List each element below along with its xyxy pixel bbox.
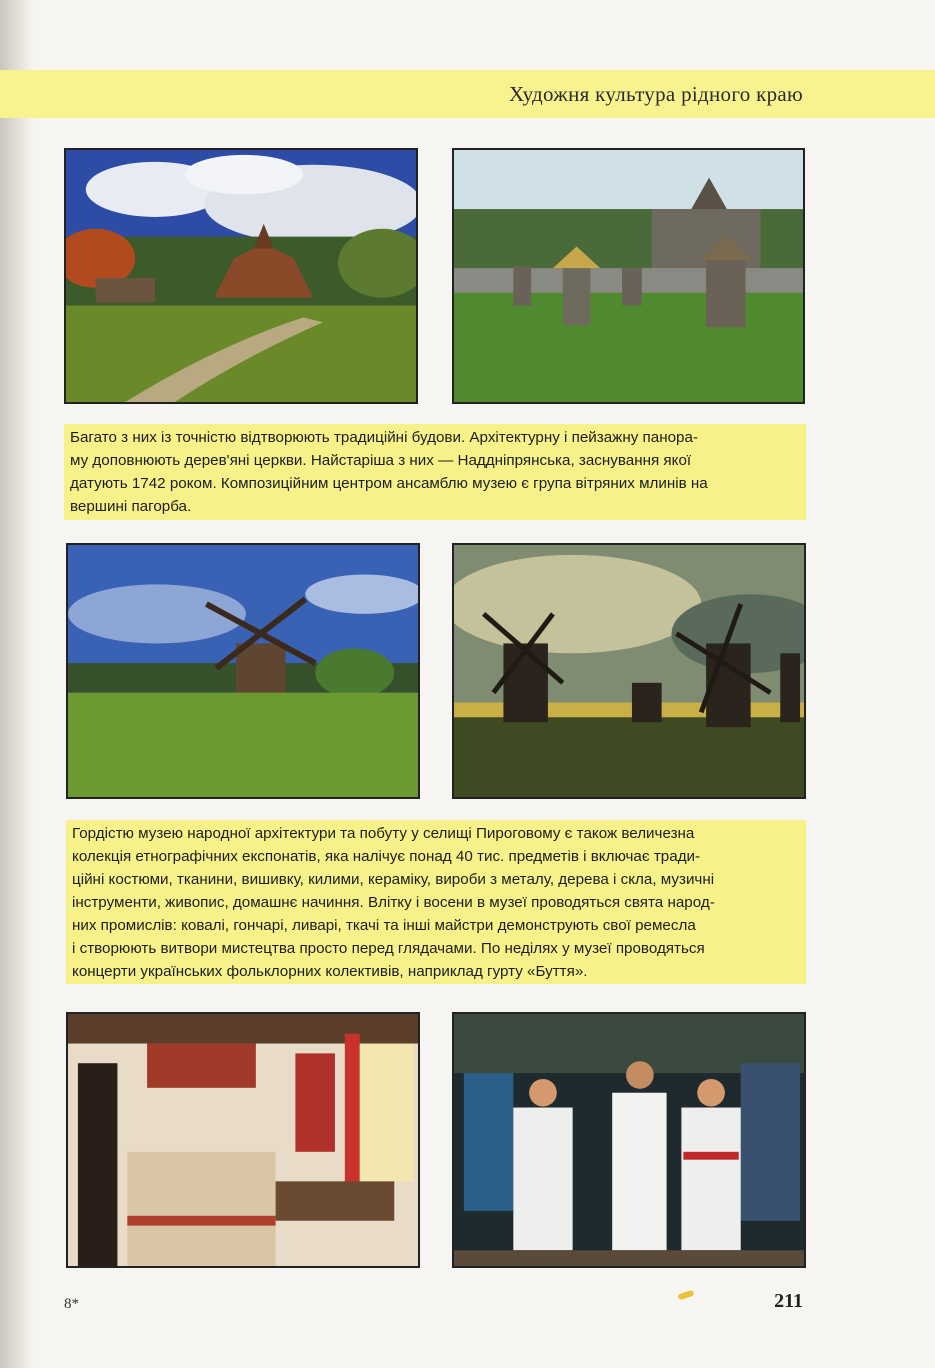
paragraph-museum-collection [66, 820, 806, 984]
paragraph-museum-buildings [64, 424, 806, 520]
text-line: му доповнюють дерев'яні церкви. Найстаріша з них — Наддніпрянська, заснування якої [70, 452, 692, 469]
text-line: Гордістю музею народної архітектури та побуту у селищі Пироговому є також величезна [72, 825, 695, 842]
decorative-mark [677, 1290, 694, 1301]
page-number: 211 [774, 1290, 803, 1312]
text-line: колекція етнографічних експонатів, яка налічує понад 40 тис. предметів і включає тради- [72, 848, 701, 865]
text-line: датують 1742 роком. Композиційним центром ансамблю музею є група вітряних млинів на [70, 475, 708, 492]
text-line: інструменти, живопис, домашнє начиння. Влітку і восени в музеї проводяться свята народ- [72, 894, 715, 911]
text-line: і створюють витвори мистецтва просто перед глядачами. По неділях у музеї проводяться [72, 940, 705, 957]
text-line: них промислів: ковалі, гончарі, ливарі, ткачі та інші майстри демонструють свої ремесла [72, 917, 696, 934]
text-line: концерти українських фольклорних колективів, наприклад гурту «Буття». [72, 963, 588, 980]
text-line: Багато з них із точністю відтворюють традиційні будови. Архітектурну і пейзажну панора- [70, 429, 699, 446]
text-line: ційні костюми, тканини, вишивку, килими, кераміку, вироби з металу, дерева і скла, музичні [72, 871, 715, 888]
text-line: вершині пагорба. [70, 498, 192, 515]
photo-windmills-sunset [452, 543, 806, 799]
running-header-title: Художня культура рідного краю [508, 82, 803, 106]
book-spine-shadow [0, 0, 34, 1368]
photo-windmill-field [66, 543, 420, 799]
photo-folk-performers [452, 1012, 806, 1268]
photo-wooden-church [64, 148, 418, 404]
signature-mark: 8* [64, 1296, 79, 1312]
photo-house-interior [66, 1012, 420, 1268]
photo-beehives-fort [452, 148, 805, 404]
